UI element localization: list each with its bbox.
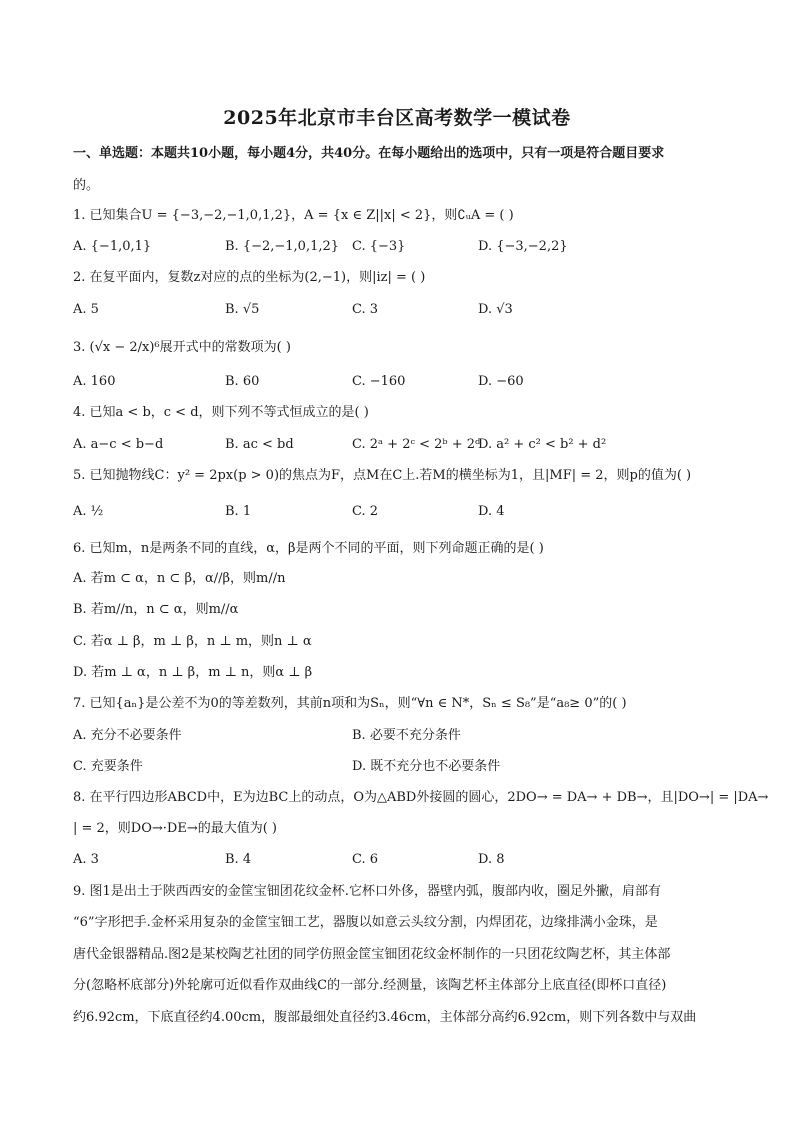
question-3-option-b: B. 60 <box>225 374 260 389</box>
question-3-stem: 3. (√x − 2/x)⁶展开式中的常数项为( ) <box>73 340 291 355</box>
question-2-option-c: C. 3 <box>352 302 379 317</box>
section-heading: 一、单选题：本题共10小题，每小题4分，共40分。在每小题给出的选项中，只有一项是符合题目要求 <box>73 146 665 161</box>
question-2-option-a: A. 5 <box>73 302 99 317</box>
question-9-line-3: 唐代金银器精品.图2是某校陶艺社团的同学仿照金筐宝钿团花纹金杯制作的一只团花纹陶艺杯，其主体部 <box>73 947 671 962</box>
question-9-line-4: 分(忽略杯底部分)外轮廓可近似看作双曲线C的一部分.经测量，该陶艺杯主体部分上底直径(即杯口直径) <box>73 978 667 993</box>
page-title: 2025年北京市丰台区高考数学一模试卷 <box>223 107 571 129</box>
question-7-stem: 7. 已知{aₙ}是公差不为0的等差数列，其前n项和为Sₙ，则“∀n ∈ N*，Sₙ ≤ S₈”是“a₈≥ 0”的( ) <box>73 696 627 711</box>
question-8-stem-cont: | = 2，则DO→·DE→的最大值为( ) <box>73 821 277 836</box>
question-7-option-b: B. 必要不充分条件 <box>352 728 461 743</box>
question-3-option-d: D. −60 <box>478 374 524 389</box>
question-4-option-c: C. 2ᵃ + 2ᶜ < 2ᵇ + 2ᵈ <box>352 437 481 452</box>
question-4-option-a: A. a−c < b−d <box>73 437 164 452</box>
section-heading-cont: 的。 <box>73 178 100 193</box>
question-6-option-c: C. 若α ⊥ β，m ⊥ β，n ⊥ m，则n ⊥ α <box>73 634 312 649</box>
question-8-option-d: D. 8 <box>478 852 505 867</box>
question-9-line-5: 约6.92cm，下底直径约4.00cm，腹部最细处直径约3.46cm，主体部分高约6.92cm，则下列各数中与双曲 <box>73 1010 697 1025</box>
question-8-option-b: B. 4 <box>225 852 252 867</box>
question-1-option-d: D. {−3,−2,2} <box>478 239 568 254</box>
question-7-option-c: C. 充要条件 <box>73 759 143 774</box>
question-4-option-b: B. ac < bd <box>225 437 294 452</box>
question-6-option-b: B. 若m//n，n ⊂ α，则m//α <box>73 602 239 617</box>
question-1-option-b: B. {−2,−1,0,1,2} <box>225 239 340 254</box>
question-4-option-d: D. a² + c² < b² + d² <box>478 437 607 452</box>
question-3-option-c: C. −160 <box>352 374 406 389</box>
question-8-option-a: A. 3 <box>73 852 99 867</box>
question-2-stem: 2. 在复平面内，复数z对应的点的坐标为(2,−1)，则|iz| = ( ) <box>73 270 426 285</box>
question-6-option-d: D. 若m ⊥ α，n ⊥ β，m ⊥ n，则α ⊥ β <box>73 665 313 680</box>
question-2-option-d: D. √3 <box>478 302 513 317</box>
question-5-option-a: A. ½ <box>73 504 104 519</box>
question-4-stem: 4. 已知a < b，c < d，则下列不等式恒成立的是( ) <box>73 405 369 420</box>
question-5-stem: 5. 已知抛物线C：y² = 2px(p > 0)的焦点为F，点M在C上.若M的横坐标为1，且|MF| = 2，则p的值为( ) <box>73 468 692 483</box>
question-5-option-d: D. 4 <box>478 504 505 519</box>
question-5-option-b: B. 1 <box>225 504 252 519</box>
question-9-line-1: 9. 图1是出土于陕西西安的金筐宝钿团花纹金杯.它杯口外侈，器壁内弧，腹部内收，圈足外撇，肩部有 <box>73 884 661 899</box>
question-6-option-a: A. 若m ⊂ α，n ⊂ β，α//β，则m//n <box>73 571 286 586</box>
question-2-option-b: B. √5 <box>225 302 260 317</box>
question-6-stem: 6. 已知m，n是两条不同的直线，α，β是两个不同的平面，则下列命题正确的是( ) <box>73 541 544 556</box>
question-1-stem: 1. 已知集合U = {−3,−2,−1,0,1,2}，A = {x ∈ Z||x| < 2}，则∁ᵤA = ( ) <box>73 208 514 223</box>
question-5-option-c: C. 2 <box>352 504 379 519</box>
question-8-stem: 8. 在平行四边形ABCD中，E为边BC上的动点，O为△ABD外接圆的圆心，2DO→ = DA→ + DB→，且|DO→| = |DA→ <box>73 790 769 805</box>
question-9-line-2: “6”字形把手.金杯采用复杂的金筐宝钿工艺，器腹以如意云头纹分割，内焊团花，边缘排满小金珠，是 <box>73 915 658 930</box>
question-3-option-a: A. 160 <box>73 374 116 389</box>
question-8-option-c: C. 6 <box>352 852 379 867</box>
question-1-option-a: A. {−1,0,1} <box>73 239 152 254</box>
question-7-option-d: D. 既不充分也不必要条件 <box>352 759 501 774</box>
question-7-option-a: A. 充分不必要条件 <box>73 728 182 743</box>
question-1-option-c: C. {−3} <box>352 239 406 254</box>
